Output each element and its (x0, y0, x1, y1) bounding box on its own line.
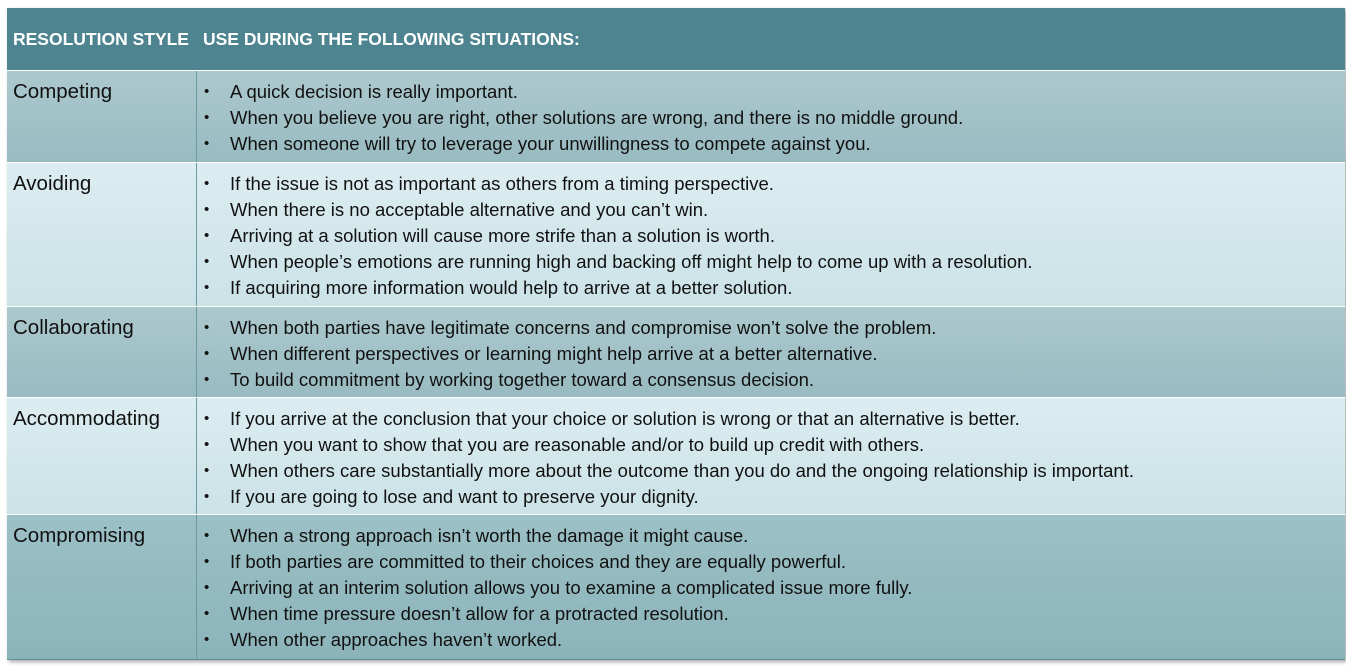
header-situations: USE DURING THE FOLLOWING SITUATIONS: (203, 28, 580, 49)
list-item (197, 341, 1345, 367)
style-name: Accommodating (7, 398, 197, 514)
situations-cell (197, 71, 1345, 162)
list-item (197, 171, 1345, 197)
list-item (197, 601, 1345, 627)
list-item (197, 484, 1345, 510)
list-item (197, 458, 1345, 484)
style-name: Avoiding (7, 163, 197, 306)
bullet-icon: • (204, 253, 210, 270)
situation-list (197, 523, 1345, 653)
situation-text: When other approaches haven’t worked. (230, 629, 563, 650)
situation-text: When you want to show that you are reasonable and/or to build up credit with others. (230, 434, 925, 455)
bullet-icon: • (204, 371, 210, 388)
table-row-collaborating (7, 306, 1345, 397)
list-item (197, 549, 1345, 575)
bullet-icon: • (204, 279, 210, 296)
bullet-icon: • (204, 319, 210, 336)
bullet-icon: • (204, 462, 210, 479)
situations-cell (197, 307, 1345, 397)
list-item (197, 432, 1345, 458)
situation-list (197, 315, 1345, 393)
bullet-icon: • (204, 488, 210, 505)
situations-cell (197, 163, 1345, 306)
situation-list (197, 171, 1345, 301)
table-row-competing (7, 70, 1345, 162)
bullet-icon: • (204, 436, 210, 453)
bullet-icon: • (204, 527, 210, 544)
situation-text: When people’s emotions are running high and backing off might help to come up with a resolution. (230, 251, 1033, 272)
bullet-icon: • (204, 553, 210, 570)
situations-cell (197, 398, 1345, 514)
header-resolution-style: RESOLUTION STYLE (13, 28, 189, 49)
situation-text: Arriving at an interim solution allows you to examine a complicated issue more fully. (230, 577, 913, 598)
bullet-icon: • (204, 109, 210, 126)
situation-text: When someone will try to leverage your unwillingness to compete against you. (230, 133, 871, 154)
list-item (197, 131, 1345, 157)
style-name: Compromising (7, 515, 197, 659)
bullet-icon: • (204, 83, 210, 100)
style-name: Competing (7, 71, 197, 162)
bullet-icon: • (204, 410, 210, 427)
situation-text: If you are going to lose and want to preserve your dignity. (230, 486, 699, 507)
table-header (7, 8, 1345, 70)
situation-list (197, 79, 1345, 157)
situation-text: If acquiring more information would help to arrive at a better solution. (230, 277, 793, 298)
list-item (197, 315, 1345, 341)
list-item (197, 627, 1345, 653)
situation-text: If you arrive at the conclusion that your choice or solution is wrong or that an alternative is better. (230, 408, 1020, 429)
list-item (197, 249, 1345, 275)
situation-text: When you believe you are right, other solutions are wrong, and there is no middle ground. (230, 107, 964, 128)
table-row-accommodating (7, 397, 1345, 514)
bullet-icon: • (204, 579, 210, 596)
list-item (197, 197, 1345, 223)
situation-text: If the issue is not as important as others from a timing perspective. (230, 173, 774, 194)
list-item (197, 223, 1345, 249)
style-name: Collaborating (7, 307, 197, 397)
situation-text: When there is no acceptable alternative and you can’t win. (230, 199, 709, 220)
situation-text: When a strong approach isn’t worth the damage it might cause. (230, 525, 749, 546)
list-item (197, 406, 1345, 432)
list-item (197, 275, 1345, 301)
list-item (197, 575, 1345, 601)
resolution-styles-table (7, 8, 1345, 660)
bullet-icon: • (204, 135, 210, 152)
list-item (197, 79, 1345, 105)
bullet-icon: • (204, 175, 210, 192)
bullet-icon: • (204, 631, 210, 648)
situations-cell (197, 515, 1345, 659)
list-item (197, 105, 1345, 131)
situation-text: When both parties have legitimate concerns and compromise won’t solve the problem. (230, 317, 937, 338)
bullet-icon: • (204, 345, 210, 362)
list-item (197, 367, 1345, 393)
situation-text: When time pressure doesn’t allow for a protracted resolution. (230, 603, 729, 624)
situation-list (197, 406, 1345, 510)
table-row-avoiding (7, 162, 1345, 306)
situation-text: If both parties are committed to their choices and they are equally powerful. (230, 551, 846, 572)
situation-text: A quick decision is really important. (230, 81, 518, 102)
situation-text: When others care substantially more about the outcome than you do and the ongoing relationship is important. (230, 460, 1134, 481)
table-row-compromising (7, 514, 1345, 660)
situation-text: To build commitment by working together toward a consensus decision. (230, 369, 815, 390)
bullet-icon: • (204, 227, 210, 244)
list-item (197, 523, 1345, 549)
situation-text: When different perspectives or learning might help arrive at a better alternative. (230, 343, 878, 364)
bullet-icon: • (204, 201, 210, 218)
bullet-icon: • (204, 605, 210, 622)
situation-text: Arriving at a solution will cause more strife than a solution is worth. (230, 225, 775, 246)
